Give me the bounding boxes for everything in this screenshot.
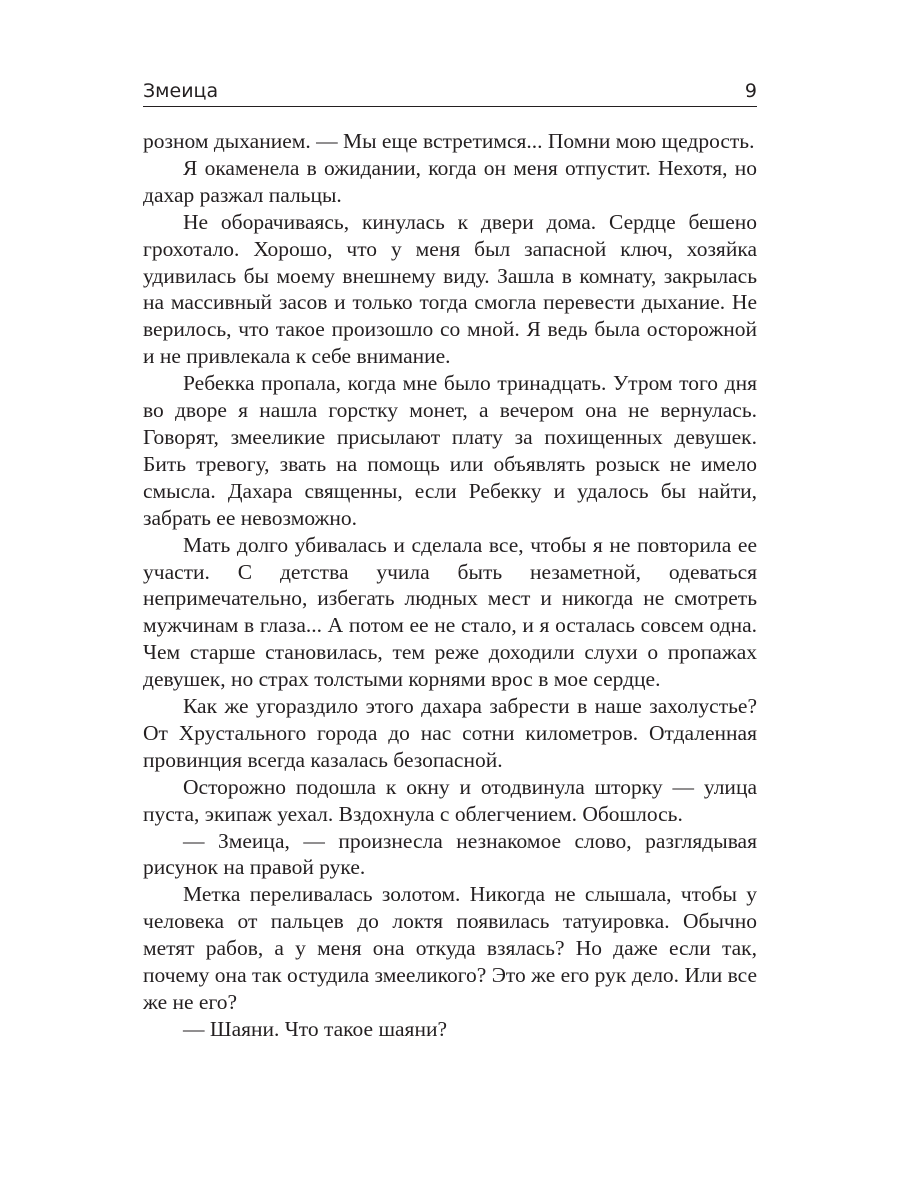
page-number: 9	[744, 80, 757, 102]
body-text	[143, 128, 757, 1043]
paragraph: розном дыханием. — Мы еще встретимся... Помни мою щедрость.	[143, 129, 755, 153]
paragraph: Мать долго убивалась и сделала все, чтобы я не повторила ее участи. С детства учила быть незаметной, одеваться непримечательно, избегать людных мест и никогда не смотреть мужчинам в глаза... А потом ее не стало, и я осталась совсем одна. Чем старше становилась, тем реже доходили слухи о пропажах девушек, но страх толстыми корнями врос в мое сердце.	[143, 532, 757, 692]
paragraph: Ребекка пропала, когда мне было тринадцать. Утром того дня во дворе я нашла горстку монет, а вечером она не вернулась. Говорят, змееликие присылают плату за похищенных девушек. Бить тревогу, звать на помощь или объявлять розыск не имело смысла. Дахара священны, если Ребекку и удалось бы найти, забрать ее невозможно.	[143, 371, 757, 530]
paragraph: Я окаменела в ожидании, когда он меня отпустит. Нехотя, но дахар разжал пальцы.	[143, 155, 757, 207]
chapter-title: Змеица	[143, 80, 219, 102]
paragraph: Как же угораздило этого дахара забрести в наше захолустье? От Хрустального города до нас сотни километров. Отдаленная провинция всегда казалась безопасной.	[143, 694, 757, 772]
running-header	[143, 74, 757, 104]
paragraph: Метка переливалась золотом. Никогда не слышала, чтобы у человека от пальцев до локтя появилась татуировка. Обычно метят рабов, а у меня она откуда взялась? Но даже если так, почему она так остудила змееликого? Это же его рук дело. Или все же не его?	[143, 882, 757, 1014]
paragraph: — Шаяни. Что такое шаяни?	[183, 1016, 447, 1041]
paragraph: Не оборачиваясь, кинулась к двери дома. Сердце бешено грохотало. Хорошо, что у меня был запасной ключ, хозяйка удивилась бы моему внешнему виду. Зашла в комнату, закрылась на массивный засов и только тогда смогла перевести дыхание. Не верилось, что такое произошло со мной. Я ведь была осторожной и не привлекала к себе внимание.	[143, 209, 757, 369]
header-divider	[143, 106, 757, 107]
paragraph: Осторожно подошла к окну и отодвинула шторку — улица пуста, экипаж уехал. Вздохнула с облегчением. Обошлось.	[143, 774, 757, 826]
paragraph: — Змеица, — произнесла незнакомое слово, разглядывая рисунок на правой руке.	[143, 828, 757, 880]
